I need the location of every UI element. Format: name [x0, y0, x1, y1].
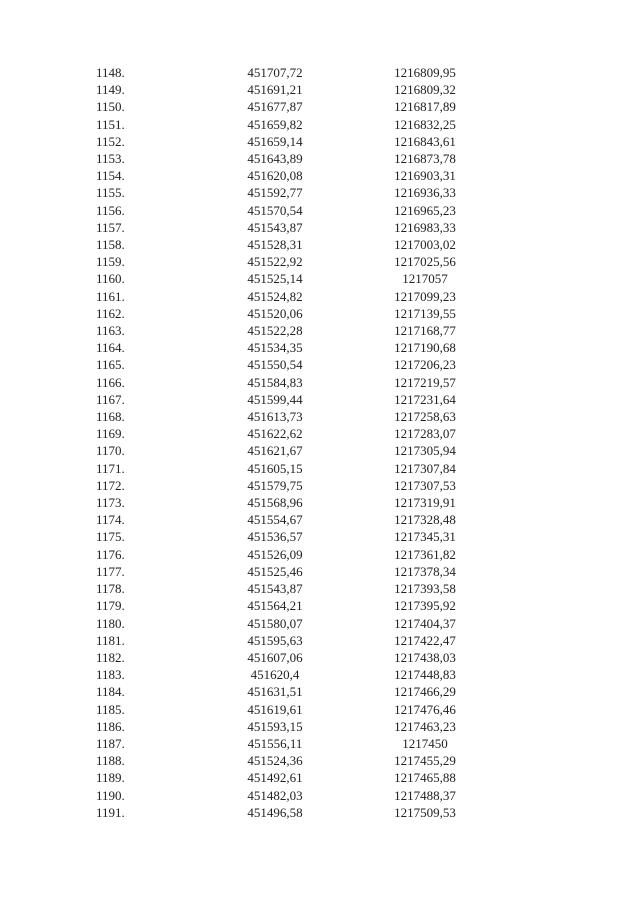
x-coordinate-cell: 451677,87: [247, 99, 303, 115]
table-row: [96, 563, 500, 580]
table-row: [96, 442, 500, 459]
x-coordinate-cell: 451524,82: [247, 288, 303, 304]
point-number-cell: 1156.: [96, 202, 125, 218]
point-number-cell: 1153.: [96, 151, 125, 167]
y-coordinate-cell: 1217378,34: [394, 563, 456, 579]
point-number-cell: 1182.: [96, 649, 125, 665]
x-coordinate-cell: 451568,96: [247, 495, 303, 511]
table-row: [96, 752, 500, 769]
x-coordinate-cell: 451534,35: [247, 340, 303, 356]
coordinates-table: [96, 64, 500, 821]
table-row: [96, 460, 500, 477]
x-coordinate-cell: 451482,03: [247, 787, 303, 803]
y-coordinate-cell: 1216843,61: [394, 133, 456, 149]
point-number-cell: 1180.: [96, 615, 125, 631]
table-row: [96, 425, 500, 442]
x-coordinate-cell: 451554,67: [247, 512, 303, 528]
table-row: [96, 116, 500, 133]
point-number-cell: 1167.: [96, 391, 125, 407]
table-row: [96, 339, 500, 356]
table-row: [96, 270, 500, 287]
x-coordinate-cell: 451593,15: [247, 718, 303, 734]
y-coordinate-cell: 1217466,29: [394, 684, 456, 700]
table-row: [96, 167, 500, 184]
y-coordinate-cell: 1217450: [402, 735, 448, 751]
point-number-cell: 1187.: [96, 735, 125, 751]
y-coordinate-cell: 1217283,07: [394, 426, 456, 442]
x-coordinate-cell: 451526,09: [247, 546, 303, 562]
y-coordinate-cell: 1216903,31: [394, 168, 456, 184]
x-coordinate-cell: 451619,61: [247, 701, 303, 717]
x-coordinate-cell: 451564,21: [247, 598, 303, 614]
point-number-cell: 1190.: [96, 787, 125, 803]
table-row: [96, 133, 500, 150]
x-coordinate-cell: 451607,06: [247, 649, 303, 665]
table-row: [96, 374, 500, 391]
table-row: [96, 649, 500, 666]
table-row: [96, 81, 500, 98]
y-coordinate-cell: 1217168,77: [394, 323, 456, 339]
x-coordinate-cell: 451599,44: [247, 391, 303, 407]
table-row: [96, 683, 500, 700]
table-row: [96, 528, 500, 545]
point-number-cell: 1160.: [96, 271, 125, 287]
y-coordinate-cell: 1217219,57: [394, 374, 456, 390]
y-coordinate-cell: 1216983,33: [394, 219, 456, 235]
point-number-cell: 1178.: [96, 581, 125, 597]
point-number-cell: 1159.: [96, 254, 125, 270]
table-row: [96, 769, 500, 786]
point-number-cell: 1191.: [96, 804, 125, 820]
table-row: [96, 632, 500, 649]
y-coordinate-cell: 1217448,83: [394, 667, 456, 683]
point-number-cell: 1162.: [96, 305, 125, 321]
point-number-cell: 1184.: [96, 684, 125, 700]
y-coordinate-cell: 1217465,88: [394, 770, 456, 786]
x-coordinate-cell: 451525,14: [247, 271, 303, 287]
point-number-cell: 1181.: [96, 632, 125, 648]
table-row: [96, 253, 500, 270]
y-coordinate-cell: 1217345,31: [394, 529, 456, 545]
y-coordinate-cell: 1217463,23: [394, 718, 456, 734]
y-coordinate-cell: 1217361,82: [394, 546, 456, 562]
x-coordinate-cell: 451524,36: [247, 753, 303, 769]
x-coordinate-cell: 451528,31: [247, 237, 303, 253]
y-coordinate-cell: 1217258,63: [394, 409, 456, 425]
x-coordinate-cell: 451605,15: [247, 460, 303, 476]
x-coordinate-cell: 451550,54: [247, 357, 303, 373]
table-row: [96, 804, 500, 821]
point-number-cell: 1151.: [96, 116, 125, 132]
point-number-cell: 1149.: [96, 82, 125, 98]
point-number-cell: 1185.: [96, 701, 125, 717]
table-row: [96, 408, 500, 425]
x-coordinate-cell: 451520,06: [247, 305, 303, 321]
y-coordinate-cell: 1217025,56: [394, 254, 456, 270]
point-number-cell: 1189.: [96, 770, 125, 786]
y-coordinate-cell: 1216817,89: [394, 99, 456, 115]
x-coordinate-cell: 451643,89: [247, 151, 303, 167]
point-number-cell: 1175.: [96, 529, 125, 545]
table-row: [96, 735, 500, 752]
table-row: [96, 356, 500, 373]
table-row: [96, 288, 500, 305]
x-coordinate-cell: 451579,75: [247, 477, 303, 493]
y-coordinate-cell: 1217328,48: [394, 512, 456, 528]
point-number-cell: 1164.: [96, 340, 125, 356]
point-number-cell: 1183.: [96, 667, 125, 683]
point-number-cell: 1168.: [96, 409, 125, 425]
x-coordinate-cell: 451592,77: [247, 185, 303, 201]
x-coordinate-cell: 451691,21: [247, 82, 303, 98]
point-number-cell: 1161.: [96, 288, 125, 304]
y-coordinate-cell: 1217307,53: [394, 477, 456, 493]
y-coordinate-cell: 1217319,91: [394, 495, 456, 511]
table-row: [96, 701, 500, 718]
x-coordinate-cell: 451522,28: [247, 323, 303, 339]
y-coordinate-cell: 1217139,55: [394, 305, 456, 321]
table-row: [96, 150, 500, 167]
point-number-cell: 1176.: [96, 546, 125, 562]
y-coordinate-cell: 1216873,78: [394, 151, 456, 167]
x-coordinate-cell: 451543,87: [247, 219, 303, 235]
y-coordinate-cell: 1217305,94: [394, 443, 456, 459]
x-coordinate-cell: 451659,82: [247, 116, 303, 132]
y-coordinate-cell: 1217190,68: [394, 340, 456, 356]
point-number-cell: 1170.: [96, 443, 125, 459]
y-coordinate-cell: 1217395,92: [394, 598, 456, 614]
x-coordinate-cell: 451543,87: [247, 581, 303, 597]
y-coordinate-cell: 1217422,47: [394, 632, 456, 648]
y-coordinate-cell: 1217057: [402, 271, 448, 287]
y-coordinate-cell: 1217206,23: [394, 357, 456, 373]
point-number-cell: 1157.: [96, 219, 125, 235]
y-coordinate-cell: 1217404,37: [394, 615, 456, 631]
point-number-cell: 1179.: [96, 598, 125, 614]
y-coordinate-cell: 1216809,95: [394, 65, 456, 80]
table-row: [96, 546, 500, 563]
x-coordinate-cell: 451522,92: [247, 254, 303, 270]
point-number-cell: 1186.: [96, 718, 125, 734]
point-number-cell: 1177.: [96, 563, 125, 579]
x-coordinate-cell: 451620,4: [250, 667, 300, 683]
y-coordinate-cell: 1217099,23: [394, 288, 456, 304]
table-row: [96, 666, 500, 683]
point-number-cell: 1174.: [96, 512, 125, 528]
x-coordinate-cell: 451620,08: [247, 168, 303, 184]
y-coordinate-cell: 1217003,02: [394, 237, 456, 253]
table-row: [96, 718, 500, 735]
y-coordinate-cell: 1216965,23: [394, 202, 456, 218]
table-row: [96, 615, 500, 632]
table-row: [96, 98, 500, 115]
x-coordinate-cell: 451556,11: [247, 735, 303, 751]
table-row: [96, 511, 500, 528]
y-coordinate-cell: 1217455,29: [394, 753, 456, 769]
x-coordinate-cell: 451525,46: [247, 563, 303, 579]
x-coordinate-cell: 451536,57: [247, 529, 303, 545]
point-number-cell: 1163.: [96, 323, 125, 339]
point-number-cell: 1154.: [96, 168, 125, 184]
y-coordinate-cell: 1217231,64: [394, 391, 456, 407]
x-coordinate-cell: 451659,14: [247, 133, 303, 149]
point-number-cell: 1152.: [96, 133, 125, 149]
x-coordinate-cell: 451631,51: [247, 684, 303, 700]
point-number-cell: 1188.: [96, 753, 125, 769]
table-row: [96, 580, 500, 597]
point-number-cell: 1150.: [96, 99, 125, 115]
table-row: [96, 64, 500, 81]
x-coordinate-cell: 451570,54: [247, 202, 303, 218]
table-row: [96, 391, 500, 408]
point-number-cell: 1171.: [96, 460, 125, 476]
table-row: [96, 477, 500, 494]
coordinates-table-body: [96, 64, 500, 821]
x-coordinate-cell: 451584,83: [247, 374, 303, 390]
y-coordinate-cell: 1217476,46: [394, 701, 456, 717]
point-number-cell: 1155.: [96, 185, 125, 201]
point-number-cell: 1166.: [96, 374, 125, 390]
point-number-cell: 1148.: [96, 65, 125, 80]
y-coordinate-cell: 1216809,32: [394, 82, 456, 98]
point-number-cell: 1173.: [96, 495, 125, 511]
x-coordinate-cell: 451496,58: [247, 804, 303, 820]
point-number-cell: 1169.: [96, 426, 125, 442]
x-coordinate-cell: 451580,07: [247, 615, 303, 631]
table-row: [96, 219, 500, 236]
table-row: [96, 305, 500, 322]
x-coordinate-cell: 451492,61: [247, 770, 303, 786]
y-coordinate-cell: 1217438,03: [394, 649, 456, 665]
point-number-cell: 1172.: [96, 477, 125, 493]
table-row: [96, 202, 500, 219]
x-coordinate-cell: 451595,63: [247, 632, 303, 648]
x-coordinate-cell: 451621,67: [247, 443, 303, 459]
y-coordinate-cell: 1217307,84: [394, 460, 456, 476]
x-coordinate-cell: 451622,62: [247, 426, 303, 442]
table-row: [96, 494, 500, 511]
y-coordinate-cell: 1217393,58: [394, 581, 456, 597]
table-row: [96, 597, 500, 614]
y-coordinate-cell: 1216936,33: [394, 185, 456, 201]
y-coordinate-cell: 1216832,25: [394, 116, 456, 132]
x-coordinate-cell: 451707,72: [247, 65, 303, 80]
point-number-cell: 1165.: [96, 357, 125, 373]
y-coordinate-cell: 1217488,37: [394, 787, 456, 803]
x-coordinate-cell: 451613,73: [247, 409, 303, 425]
y-coordinate-cell: 1217509,53: [394, 804, 456, 820]
point-number-cell: 1158.: [96, 237, 125, 253]
table-row: [96, 184, 500, 201]
table-row: [96, 322, 500, 339]
table-row: [96, 787, 500, 804]
table-row: [96, 236, 500, 253]
